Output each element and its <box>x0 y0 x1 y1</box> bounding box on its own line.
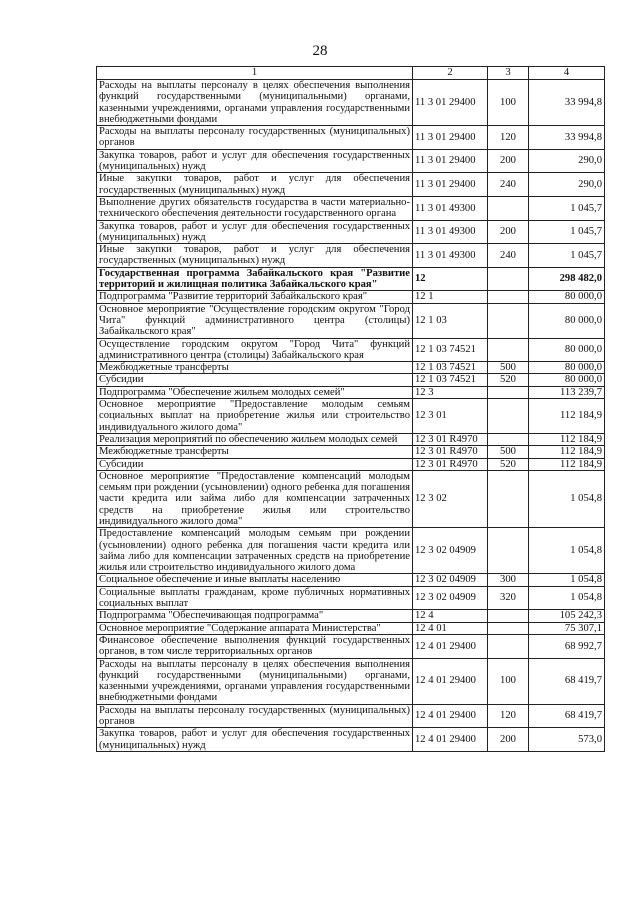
row-amount-cell: 80 000,0 <box>529 374 605 386</box>
row-name-cell: Основное мероприятие "Предоставление компенсаций молодым семьям при рождении (усыновлении) одного ребенка для погашения части кредита или займа либо для компенсации затраченных средств на приобретение жилья или строительство индивидуального жилого дома" <box>97 470 413 527</box>
table-row <box>97 362 605 374</box>
table-row <box>97 658 605 704</box>
table-row <box>97 244 605 268</box>
row-name-cell: Иные закупки товаров, работ и услуг для обеспечения государственных (муниципальных) нужд <box>97 244 413 268</box>
row-name-cell: Межбюджетные трансферты <box>97 362 413 374</box>
row-amount-cell: 80 000,0 <box>529 291 605 303</box>
row-type-cell <box>488 196 529 220</box>
row-code-cell: 12 4 01 29400 <box>413 728 488 752</box>
row-amount-cell: 75 307,1 <box>529 622 605 634</box>
header-col-3: 3 <box>488 67 529 80</box>
row-code-cell: 12 1 03 74521 <box>413 362 488 374</box>
row-type-cell: 320 <box>488 586 529 610</box>
row-code-cell: 12 3 02 04909 <box>413 574 488 586</box>
row-name-cell: Реализация мероприятий по обеспечению жильем молодых семей <box>97 433 413 445</box>
table-row <box>97 80 605 126</box>
row-type-cell <box>488 528 529 574</box>
row-amount-cell: 573,0 <box>529 728 605 752</box>
header-col-2: 2 <box>413 67 488 80</box>
row-name-cell: Основное мероприятие "Предоставление молодым семьям социальных выплат на приобретение жилья или строительство индивидуального жилого дома" <box>97 399 413 434</box>
row-name-cell: Закупка товаров, работ и услуг для обеспечения государственных (муниципальных) нужд <box>97 220 413 244</box>
row-type-cell <box>488 399 529 434</box>
row-code-cell: 11 3 01 29400 <box>413 80 488 126</box>
row-code-cell: 12 4 <box>413 610 488 622</box>
table-row <box>97 622 605 634</box>
row-type-cell <box>488 338 529 362</box>
row-name-cell: Межбюджетные трансферты <box>97 446 413 458</box>
row-type-cell: 500 <box>488 446 529 458</box>
row-code-cell: 12 4 01 29400 <box>413 658 488 704</box>
row-amount-cell: 68 992,7 <box>529 634 605 658</box>
row-type-cell: 120 <box>488 704 529 728</box>
row-name-cell: Подпрограмма "Развитие территорий Забайкальского края" <box>97 291 413 303</box>
row-name-cell: Основное мероприятие "Осуществление городским округом "Город Чита" функций административного центра (столицы) Забайкальского края" <box>97 303 413 338</box>
row-code-cell: 11 3 01 29400 <box>413 126 488 150</box>
header-col-4: 4 <box>529 67 605 80</box>
row-amount-cell: 1 054,8 <box>529 528 605 574</box>
table-row <box>97 374 605 386</box>
row-type-cell: 100 <box>488 80 529 126</box>
row-amount-cell: 290,0 <box>529 173 605 197</box>
row-type-cell: 120 <box>488 126 529 150</box>
row-code-cell: 12 3 01 R4970 <box>413 458 488 470</box>
table-row <box>97 303 605 338</box>
row-code-cell: 12 3 01 R4970 <box>413 446 488 458</box>
row-code-cell: 11 3 01 49300 <box>413 244 488 268</box>
row-name-cell: Расходы на выплаты персоналу государственных (муниципальных) органов <box>97 126 413 150</box>
row-amount-cell: 298 482,0 <box>529 267 605 291</box>
row-amount-cell: 33 994,8 <box>529 126 605 150</box>
row-code-cell: 12 3 02 04909 <box>413 586 488 610</box>
row-name-cell: Субсидии <box>97 374 413 386</box>
row-name-cell: Расходы на выплаты персоналу в целях обеспечения выполнения функций государственными (муниципальными) органами, казенными учреждениями, органами управления государственными внебюджетными фондами <box>97 80 413 126</box>
row-type-cell <box>488 267 529 291</box>
row-amount-cell: 80 000,0 <box>529 362 605 374</box>
table-body <box>97 67 605 752</box>
row-name-cell: Закупка товаров, работ и услуг для обеспечения государственных (муниципальных) нужд <box>97 149 413 173</box>
row-type-cell: 200 <box>488 728 529 752</box>
row-code-cell: 12 3 02 04909 <box>413 528 488 574</box>
row-type-cell <box>488 303 529 338</box>
row-type-cell: 200 <box>488 220 529 244</box>
table-row <box>97 446 605 458</box>
row-name-cell: Осуществление городским округом "Город Чита" функций административного центра (столицы) Забайкальского края <box>97 338 413 362</box>
row-amount-cell: 1 045,7 <box>529 244 605 268</box>
budget-table <box>96 66 605 752</box>
row-code-cell: 12 3 02 <box>413 470 488 527</box>
table-row <box>97 433 605 445</box>
table-header-row <box>97 67 605 80</box>
row-code-cell: 12 1 <box>413 291 488 303</box>
row-type-cell: 520 <box>488 458 529 470</box>
table-row <box>97 267 605 291</box>
row-type-cell <box>488 622 529 634</box>
page-number: 28 <box>312 43 328 59</box>
row-type-cell: 520 <box>488 374 529 386</box>
row-code-cell: 12 1 03 74521 <box>413 338 488 362</box>
row-code-cell: 11 3 01 49300 <box>413 220 488 244</box>
row-code-cell: 11 3 01 49300 <box>413 196 488 220</box>
row-name-cell: Расходы на выплаты персоналу государственных (муниципальных) органов <box>97 704 413 728</box>
row-amount-cell: 80 000,0 <box>529 303 605 338</box>
row-amount-cell: 112 184,9 <box>529 399 605 434</box>
table-row <box>97 574 605 586</box>
row-name-cell: Субсидии <box>97 458 413 470</box>
row-code-cell: 12 <box>413 267 488 291</box>
row-code-cell: 12 4 01 29400 <box>413 704 488 728</box>
row-type-cell: 500 <box>488 362 529 374</box>
row-type-cell <box>488 291 529 303</box>
table-row <box>97 610 605 622</box>
row-name-cell: Расходы на выплаты персоналу в целях обеспечения выполнения функций государственными (муниципальными) органами, казенными учреждениями, органами управления государственными внебюджетными фондами <box>97 658 413 704</box>
row-amount-cell: 112 184,9 <box>529 446 605 458</box>
row-type-cell: 200 <box>488 149 529 173</box>
row-amount-cell: 290,0 <box>529 149 605 173</box>
row-name-cell: Закупка товаров, работ и услуг для обеспечения государственных (муниципальных) нужд <box>97 728 413 752</box>
row-code-cell: 12 3 01 R4970 <box>413 433 488 445</box>
table-row <box>97 338 605 362</box>
table-row <box>97 173 605 197</box>
row-code-cell: 12 4 01 29400 <box>413 634 488 658</box>
row-code-cell: 12 3 01 <box>413 399 488 434</box>
row-amount-cell: 1 054,8 <box>529 470 605 527</box>
row-type-cell: 100 <box>488 658 529 704</box>
row-name-cell: Иные закупки товаров, работ и услуг для обеспечения государственных (муниципальных) нужд <box>97 173 413 197</box>
row-name-cell: Государственная программа Забайкальского края "Развитие территорий и жилищная политика Забайкальского края" <box>97 267 413 291</box>
row-name-cell: Подпрограмма "Обеспечение жильем молодых семей" <box>97 386 413 398</box>
table-row <box>97 220 605 244</box>
row-code-cell: 12 1 03 <box>413 303 488 338</box>
table-row <box>97 196 605 220</box>
row-name-cell: Социальное обеспечение и иные выплаты населению <box>97 574 413 586</box>
row-name-cell: Выполнение других обязательств государства в части материально-технического обеспечения деятельности государственного органа <box>97 196 413 220</box>
row-amount-cell: 68 419,7 <box>529 658 605 704</box>
row-amount-cell: 80 000,0 <box>529 338 605 362</box>
row-amount-cell: 1 054,8 <box>529 574 605 586</box>
table-row <box>97 704 605 728</box>
row-code-cell: 11 3 01 29400 <box>413 173 488 197</box>
table-row <box>97 386 605 398</box>
row-type-cell <box>488 433 529 445</box>
row-amount-cell: 33 994,8 <box>529 80 605 126</box>
table-row <box>97 458 605 470</box>
row-name-cell: Финансовое обеспечение выполнения функций государственных органов, в том числе территориальных органов <box>97 634 413 658</box>
row-amount-cell: 112 184,9 <box>529 458 605 470</box>
header-col-1: 1 <box>97 67 413 80</box>
row-type-cell <box>488 386 529 398</box>
row-type-cell: 300 <box>488 574 529 586</box>
row-amount-cell: 1 045,7 <box>529 196 605 220</box>
row-amount-cell: 68 419,7 <box>529 704 605 728</box>
row-name-cell: Подпрограмма "Обеспечивающая подпрограмма" <box>97 610 413 622</box>
table-row <box>97 399 605 434</box>
table-row <box>97 634 605 658</box>
row-amount-cell: 105 242,3 <box>529 610 605 622</box>
row-amount-cell: 112 184,9 <box>529 433 605 445</box>
row-name-cell: Предоставление компенсаций молодым семьям при рождении (усыновлении) одного ребенка для погашения части кредита или займа либо для компенсации затраченных средств на приобретение жилья или строительство индивидуального жилого дома <box>97 528 413 574</box>
table-row <box>97 291 605 303</box>
row-amount-cell: 1 045,7 <box>529 220 605 244</box>
row-code-cell: 12 1 03 74521 <box>413 374 488 386</box>
row-code-cell: 11 3 01 29400 <box>413 149 488 173</box>
table-row <box>97 126 605 150</box>
row-amount-cell: 1 054,8 <box>529 586 605 610</box>
row-amount-cell: 113 239,7 <box>529 386 605 398</box>
row-code-cell: 12 3 <box>413 386 488 398</box>
table-row <box>97 586 605 610</box>
table-row <box>97 470 605 527</box>
row-type-cell: 240 <box>488 244 529 268</box>
row-type-cell <box>488 634 529 658</box>
table-row <box>97 149 605 173</box>
row-code-cell: 12 4 01 <box>413 622 488 634</box>
row-type-cell <box>488 610 529 622</box>
row-name-cell: Основное мероприятие "Содержание аппарата Министерства" <box>97 622 413 634</box>
row-type-cell <box>488 470 529 527</box>
table-row <box>97 528 605 574</box>
table-row <box>97 728 605 752</box>
row-type-cell: 240 <box>488 173 529 197</box>
row-name-cell: Социальные выплаты гражданам, кроме публичных нормативных социальных выплат <box>97 586 413 610</box>
